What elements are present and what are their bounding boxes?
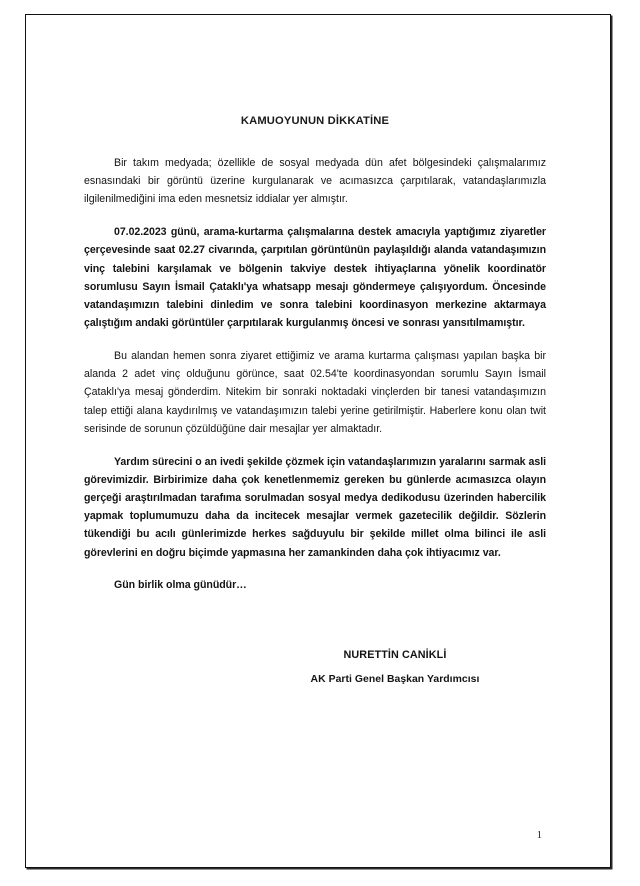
paragraph-appeal: Yardım sürecini o an ivedi şekilde çözmek için vatandaşlarımızın yaralarını sarmak asli görevimizdir. Birbirimize daha çok kenetlenmemiz gereken bu günlerde acımasızca olayın gerçeği araştırılmadan tarafıma sorulmadan sosyal medya dedikodusu üzerinden habercilik yapmak toplumumuzu daha da incitecek mesajlar vermek gazetecilik değildir. Sözlerin tükendiği bu acılı günlerimizde herkes sağduyulu bir şekilde millet olma bilinci ile asli görevlerini en doğru biçimde yapmasına her zamankinden daha çok ihtiyacımız var. bbox=[84, 455, 546, 559]
paragraph-timeline-account: 07.02.2023 günü, arama-kurtarma çalışmalarına destek amacıyla yaptığımız ziyaretler çerçevesinde saat 02.27 civarında, çarpıtılan görüntünün paylaşıldığı alanda vatandaşımızın vinç talebini karşılamak ve bölgenin takviye destek ihtiyaçlarına yönelik koordinatör sorumlusu Sayın İsmail Çataklı'ya whatsapp mesajı göndermeye çalışıyordum. Öncesinde vatandaşımızın talebini dinledim ve sonra talebini koordinasyon merkezine aktarmaya çalıştığım andaki görüntüler çarpıtılarak kurgulanmış öncesi ve sonrası yansıtılmamıştır. bbox=[84, 226, 546, 330]
paragraph-intro: Bir takım medyada; özellikle de sosyal medyada dün afet bölgesindeki çalışmalarımız esnasındaki bir görüntü üzerine kurgulanarak ve acımasızca çarpıtılarak, vatandaşlarımızla ilgilenilmediğini ima eden mesnetsiz iddialar yer almıştır. bbox=[84, 157, 546, 206]
signature-block bbox=[84, 649, 546, 685]
signatory-role: AK Parti Genel Başkan Yardımcısı bbox=[310, 673, 480, 685]
paragraph-closing-line: Gün birlik olma günüdür… bbox=[114, 579, 247, 592]
signatory-name: NURETTİN CANİKLİ bbox=[343, 648, 447, 661]
page-title: KAMUOYUNUN DİKKATİNE bbox=[240, 115, 390, 127]
document-content bbox=[84, 115, 546, 685]
paragraph-crane-resolution: Bu alandan hemen sonra ziyaret ettiğimiz ve arama kurtarma çalışması yapılan başka bir alanda 2 adet vinç olduğunu görünce, saat 02.54'te koordinasyondan sorumlu Sayın İsmail Çataklı'ya mesaj gönderdim. Nitekim bir sonraki noktadaki vinçlerden bir tanesi vatandaşımızın talep ettiği alana kaydırılmış ve vatandaşımızın talebi yerine getirilmiştir. Haberlere konu olan twit serisinde de sorunun çözüldüğüne dair mesajlar yer almaktadır. bbox=[84, 349, 546, 435]
document-page bbox=[25, 14, 611, 868]
page-number: 1 bbox=[536, 830, 542, 841]
